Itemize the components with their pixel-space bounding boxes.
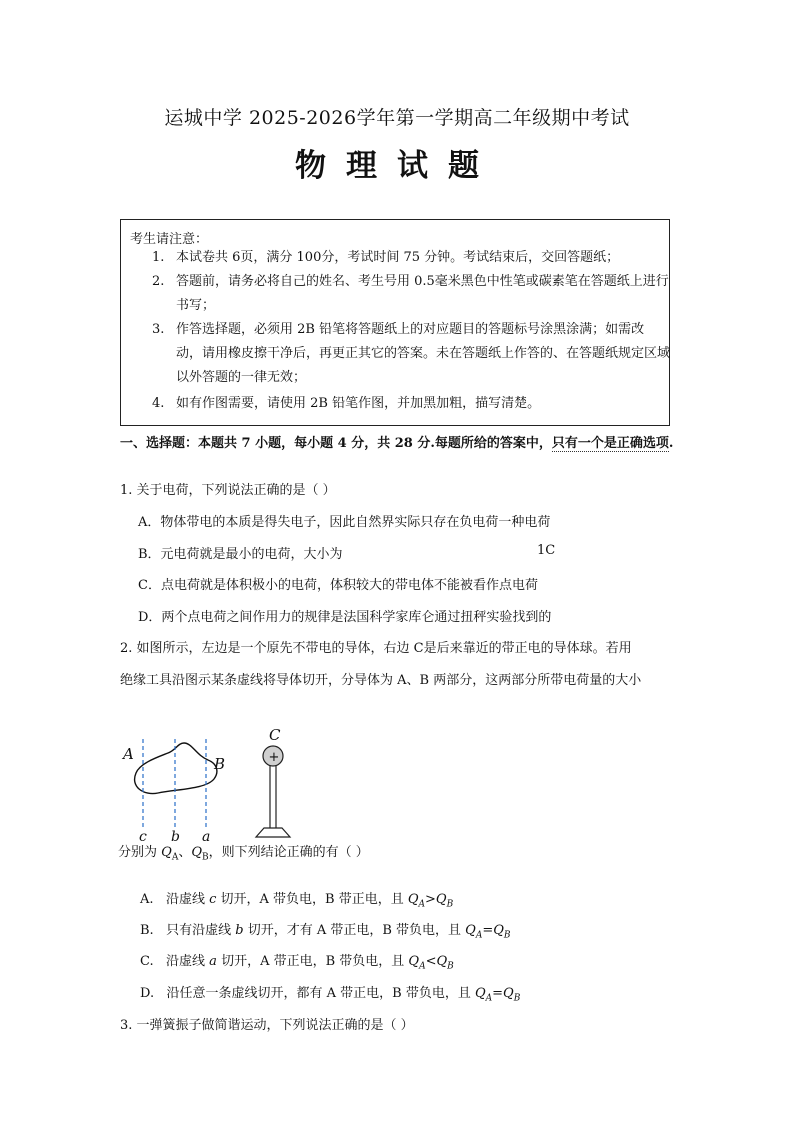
question-2-option-d <box>140 982 520 1004</box>
notice-item-4 <box>152 392 672 416</box>
section-heading-end: . <box>668 436 674 451</box>
stem-text: ，则下列结论正确的有（ ） <box>208 845 369 860</box>
label-a-region: A <box>123 745 134 763</box>
notice-item-3 <box>152 318 672 390</box>
question-3-stem: 3. 一弹簧振子做简谐运动，下列说法正确的是（ ） <box>120 1018 414 1033</box>
question-2-option-a <box>140 888 453 910</box>
notice-item-text: 答题前，请务必将自己的姓名、考生号用 0.5毫米黑色中性笔或碳素笔在答题纸上进行书写； <box>176 274 669 313</box>
option-var: b <box>235 923 244 938</box>
option-text: 沿任意一条虚线切开，都有 A 带正电，B 带负电，且 <box>166 986 475 1001</box>
option-relation: $Q_A>Q_B$ <box>407 892 454 910</box>
section-heading-emphasis: 只有一个是正确选项 <box>551 436 669 451</box>
option-relation: $Q_A<Q_B$ <box>408 954 454 972</box>
question-2-stem-line2: 绝缘工具沿图示某条虚线将导体切开，分导体为 A、B 两部分，这两部分所带电荷量的大小 <box>120 673 642 688</box>
option-relation: $Q_A=Q_B$ <box>474 986 521 1004</box>
option-var: c <box>209 892 217 907</box>
conductor-outline <box>135 743 217 794</box>
label-b-line: b <box>171 829 180 845</box>
option-text: 只有沿虚线 <box>166 923 236 938</box>
option-text: 切开，A 带负电，B 带正电，且 <box>216 892 408 907</box>
section-heading-text: 一、选择题：本题共 7 小题，每小题 4 分，共 28 分.每题所给的答案中， <box>120 436 552 451</box>
notice-item-2 <box>152 270 672 318</box>
option-label: B. <box>140 923 154 938</box>
charge-qb-sub: B <box>202 852 209 863</box>
option-label: C. <box>140 954 154 969</box>
option-text: 切开，才有 A 带正电，B 带负电，且 <box>243 923 466 938</box>
option-relation: $Q_A=Q_B$ <box>465 923 511 941</box>
question-2-option-c <box>140 950 454 972</box>
question-2-stem-line1: 2. 如图所示，左边是一个原先不带电的导体，右边 C是后来靠近的带正电的导体球。若用 <box>120 641 632 656</box>
option-var: a <box>209 954 217 969</box>
question-1-option-a: A．物体带电的本质是得失电子，因此自然界实际只存在负电荷一种电荷 <box>138 515 551 530</box>
label-c-line: c <box>139 829 147 845</box>
conductor-diagram-svg <box>118 725 308 845</box>
notice-item-text: 作答选择题，必须用 2B 铅笔将答题纸上的对应题目的答题标号涂黑涂满；如需改动，请用橡皮擦干净后，再更正其它的答案。未在答题纸上作答的、在答题纸规定区域以外答题的一律无效； <box>176 322 671 385</box>
label-c-sphere: C <box>269 726 281 744</box>
charge-qa: Q <box>161 845 172 860</box>
stand-base <box>256 828 290 837</box>
notice-item-number: 3. <box>152 322 165 337</box>
option-label: A. <box>140 892 154 907</box>
section-heading <box>120 433 676 454</box>
exam-school-line: 运城中学 2025-2026学年第一学期高二年级期中考试 <box>164 107 630 129</box>
option-text: 沿虚线 <box>165 892 210 907</box>
option-text: 切开，A 带正电，B 带负电，且 <box>216 954 409 969</box>
notice-item-1 <box>152 246 672 270</box>
charge-qb: Q <box>191 845 202 860</box>
conductor-diagram <box>118 725 308 849</box>
option-text: 沿虚线 <box>166 954 210 969</box>
question-1-option-b-value: 1C <box>537 543 556 558</box>
sphere-plus-sign: + <box>268 750 280 765</box>
notice-heading: 考生请注意： <box>130 232 209 247</box>
exam-title: 物理试题 <box>295 148 499 184</box>
option-label: D. <box>140 986 155 1001</box>
notice-item-number: 1. <box>152 250 165 265</box>
label-a-line: a <box>202 829 211 845</box>
notice-item-text: 本试卷共 6页，满分 100分，考试时间 75 分钟。考试结束后，交回答题纸； <box>176 250 620 265</box>
question-2-option-b <box>140 919 511 941</box>
notice-item-text: 如有作图需要，请使用 2B 铅笔作图，并加黑加粗，描写清楚。 <box>176 396 541 411</box>
question-1-option-d: D．两个点电荷之间作用力的规律是法国科学家库仑通过扭秤实验找到的 <box>138 610 552 625</box>
question-1-option-b: B．元电荷就是最小的电荷，大小为 <box>138 547 343 562</box>
question-1-stem: 1. 关于电荷，下列说法正确的是（ ） <box>120 483 336 498</box>
label-b-region: B <box>214 755 226 773</box>
question-1-option-c: C．点电荷就是体积极小的电荷，体积较大的带电体不能被看作点电荷 <box>138 578 538 593</box>
notice-item-number: 4. <box>152 396 165 411</box>
stem-text: 分别为 <box>118 845 162 860</box>
notice-item-number: 2. <box>152 274 165 289</box>
charge-qa-sub: A <box>171 852 179 863</box>
question-2-stem-line3: 分别为 $Q_A$、$Q_B$，则下列结论正确的有（ ） <box>118 845 369 863</box>
